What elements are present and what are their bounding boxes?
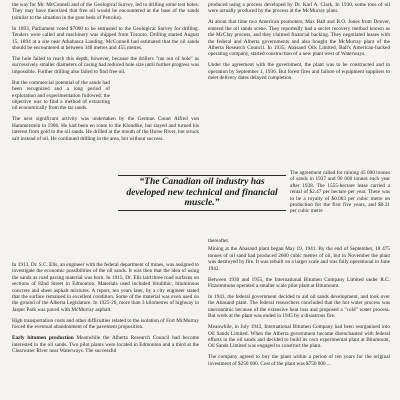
paragraph: the way for Mr. McConnell and of the Geological Survey, led to drilling some test holes. They may have theorized that free oil would be encountered at the base of the sands (similar to the situation in the gore beds of Petrolia). [12,2,199,21]
paragraph: Under the agreement with the government, the plant was to be constructed and in operation by September 1, 1936. But forest fires and failure of equipment suppliers to meet delivery dates delayed completion. [208,62,390,82]
paragraph: The hole failed to reach this depth, however, because the drillers "ran out of hole" as successively smaller diameters of casing had reduced hole size until further progress was impossible. Further drilling also failed to find free oil. [12,56,199,75]
paragraph: The company agreed to buy the plant within a period of ten years for the original investment of $250 000. Cost of the plant was $750 000 ... [208,354,390,367]
paragraph: In 1943, the federal government decided to aid oil sands development, and took over the Abasand plant. The federal researchers concluded that the hot water process was uneconomic because of the extensive heat loss and proposed a "cold" water process. But work at the plant was ended in 1945 by a disastrous fire. [208,294,390,320]
paragraph: In 1893, Parliament voted $7000 to be entrusted to the Geological Survey for drilling. Tenders were called and machinery was shipped from Toronto. Drilling started August 15, 1894 at a site near Athabasca Landing. McConnell had estimated that the oil sands should be encountered at between 348 metres and 455 metres. [12,25,199,52]
pull-quote [118,175,286,211]
left-column-top [12,2,199,147]
paragraph: But the commercial potential of the sands had been recognized and a long period of exploration and experimentation followed: the objective was to find a method of extracting oil economically from the tar sands. [12,79,110,112]
paragraph: At about that time two American promoters, Max Ball and B.O. Jones from Denver, entered the oil sands scene. They reportedly had a secret recovery method known as the McClay process, and they claimed financial backing. They negotiated leases with the federal and Alberta governments and also bought the McMurray plant of the Alberta Research Council. In 1935, Abasand Oils Limited, Ball's American-backed operating company, started construction of a new plant west of Waterways. [208,19,390,58]
paragraph [12,335,199,354]
paragraph: High transportation costs and other difficulties related to the isolation of Fort McMurray forced the eventual abandonment of the pavement proposition. [12,317,199,331]
right-column-top [208,2,390,86]
paragraph: produced using a process developed by Dr. Karl A. Clark. In 1930, some tons of oil were actually produced by the process at the McMurray plant. [208,2,390,15]
paragraph-text: Meanwhile the Alberta Research Council had become interested in the oil sands. Two pilot plants were located in Edmonton and a third at the Clearwater River near Waterways. The successful [12,335,199,355]
paragraph: The next significant activity was undertaken by the German Count Alfred von Hammerstein in 1906. He had been en route to the Klondike, but stayed and turned his interest from gold to the oil sands. He drilled at the mouth of the Horse River, but struck salt instead of oil. He continued drilling in the area, but without success. [12,116,199,142]
paragraph: The agreement called for mining 45 000 tonnes of sands in 1937 and 90 000 tonnes each year after 1938. The 1555-hectare lease carried a rental of $2.47 per hectare per year. There was to be a royalty of $0.063 per cubic metre on production for the first five years, and $0.31 per cubic metre [290,170,390,215]
right-column-lower [208,238,390,372]
run-in-heading: Early bitumen production [12,335,74,342]
pull-quote-text: “The Canadian oil industry has developed new technical and financial muscle.” [126,176,278,209]
paragraph: Mining at the Abasand plant began May 19, 1941. By the end of September, 18 475 tonnes of oil sand had produced 2600 cubic metres of oil, but in November the plant was destroyed by fire. It was rebuilt on a larger scale and was fully operational in June 1942. [208,246,390,272]
paragraph: Meanwhile, in July 1943, International Bitumen Company had been reorganized into Oil Sands Limited. When the Alberta government became disenchanted with federal efforts in the oil sands and decided to build its own experimental plant at Bitumount, Oil Sands Limited was engaged to construct the plant. [208,324,390,350]
left-column-lower [12,262,199,359]
right-column-narrow [290,170,390,219]
paragraph: thereafter. [208,238,230,244]
paragraph: Between 1930 and 1955, the International Bitumen Company Limited under R.C. Fitzsimmons operated a smaller scale pilot plant at Bitumount. [208,276,390,290]
paragraph: In 1913, Dr. S.C. Ells, an engineer with the federal department of mines, was assigned to investigate the economic possibilities of the oil sands. It was then that the idea of using the sands as road paving material was born. In 1915, Dr. Ells laid three road surfaces on sections of 82nd Street in Edmonton. Materials used included bitulithic, bituminous concrete and sheet asphalt mixtures. A report, ten years later, by a city engineer stated that the surface remained in excellent condition. Some of the material was even used on the ground of the Alberta Legislature. In 1925-26, more than 3 kilometres of highway in Jasper Park was paved with McMurray asphalt. [12,262,199,313]
